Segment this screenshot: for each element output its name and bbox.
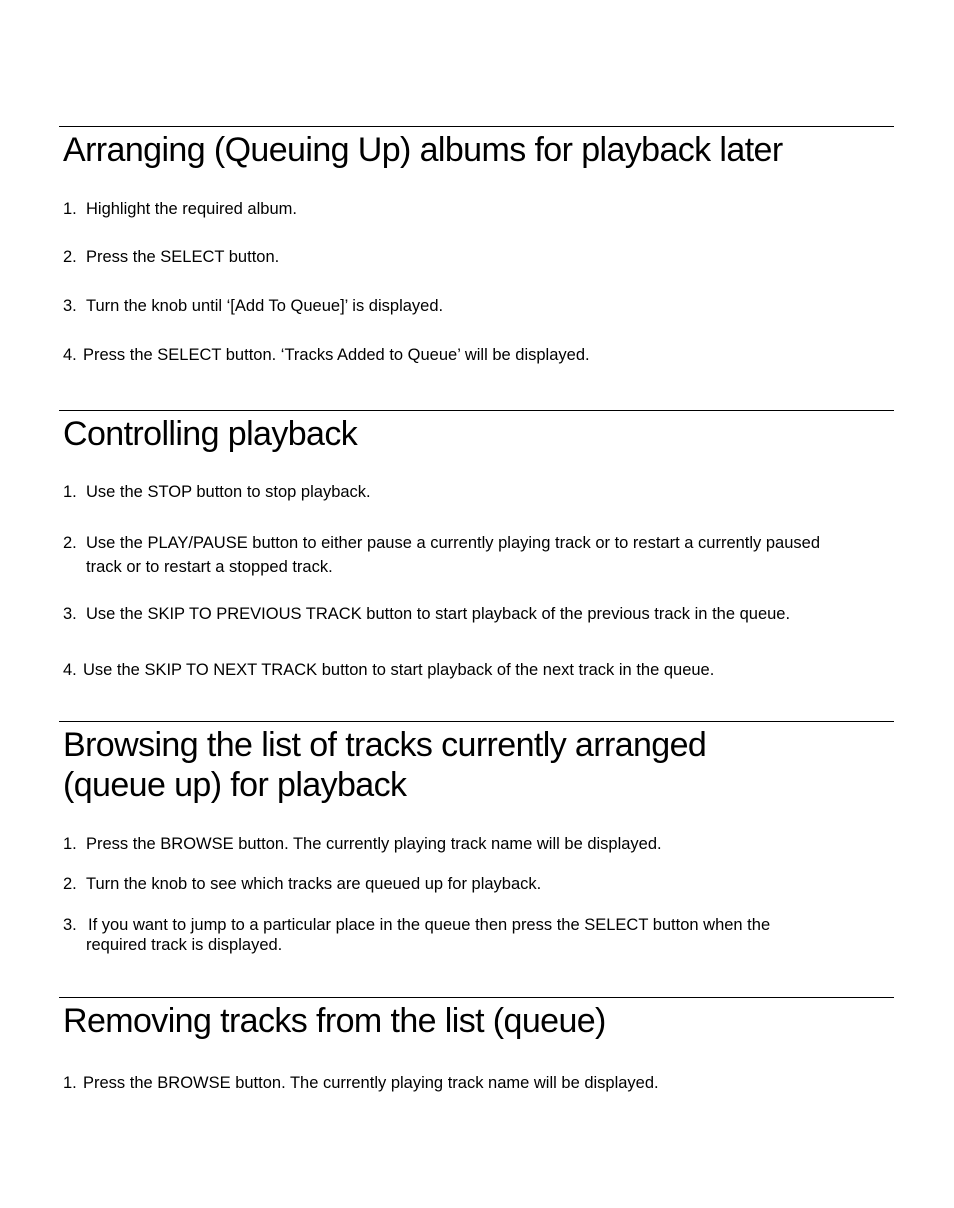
list-item: 1. Use the STOP button to stop playback.	[63, 483, 371, 501]
list-item: 1. Highlight the required album.	[63, 200, 297, 218]
section-divider	[59, 997, 894, 998]
list-item: 4. Press the SELECT button. ‘Tracks Added to Queue’ will be displayed.	[63, 346, 590, 364]
section-divider	[59, 126, 894, 127]
list-item: 4. Use the SKIP TO NEXT TRACK button to start playback of the next track in the queue.	[63, 661, 715, 679]
list-item: 3. If you want to jump to a particular place in the queue then press the SELECT button when the required track is displayed.	[63, 916, 771, 954]
list-item: 2. Turn the knob to see which tracks are queued up for playback.	[63, 875, 542, 893]
list-item: 1. Press the BROWSE button. The currently playing track name will be displayed.	[63, 835, 662, 853]
section-heading: Arranging (Queuing Up) albums for playback later	[63, 131, 783, 169]
section-heading: Removing tracks from the list (queue)	[63, 1002, 606, 1040]
section-divider	[59, 410, 894, 411]
list-item: 1. Press the BROWSE button. The currently playing track name will be displayed.	[63, 1074, 659, 1092]
section-heading: Controlling playback	[63, 415, 358, 453]
list-item: 3. Turn the knob until ‘[Add To Queue]’ is displayed.	[63, 297, 444, 315]
section-heading-line-2: (queue up) for playback	[63, 766, 407, 804]
list-item: 2. Press the SELECT button.	[63, 248, 280, 266]
list-item: 2. Use the PLAY/PAUSE button to either pause a currently playing track or to restart a currently paused track or to restart a stopped track.	[63, 534, 821, 576]
section-heading: Browsing the list of tracks currently arranged	[63, 726, 707, 764]
list-item: 3. Use the SKIP TO PREVIOUS TRACK button to start playback of the previous track in the queue.	[63, 605, 791, 623]
section-divider	[59, 721, 894, 722]
